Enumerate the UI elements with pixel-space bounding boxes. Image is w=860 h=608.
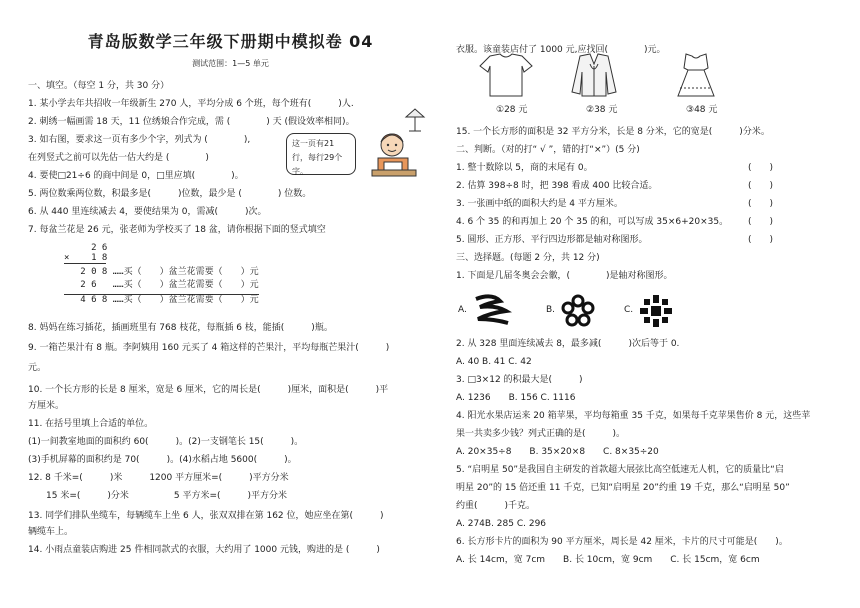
question-10a: 10. 一个长方形的长是 8 厘米，宽是 6 厘米，它的周长是( )厘米，面积是( )平 xyxy=(28,385,389,395)
tf-mark-4: ( ) xyxy=(748,217,774,227)
speech-bubble: 这一页有21行，每行29个字。 xyxy=(286,133,356,175)
choice-6-options: A. 长 14cm，宽 7cm B. 长 10cm，宽 9cm C. 长 15cm，宽 6cm xyxy=(456,555,760,565)
choice-5a: 5. “启明星 50”是我国自主研发的首款超大展弦比高空低速无人机，它的质量比“启 xyxy=(456,465,784,475)
choice-5-options: A. 274B. 285 C. 296 xyxy=(456,519,547,529)
question-14-continued: 衣服。该童装店付了 1000 元,应找回( )元。 xyxy=(456,45,666,55)
question-3a: 3. 如右图，要求这一页有多少个字，列式为 ( ), xyxy=(28,135,251,145)
jacket-image xyxy=(564,52,624,98)
choice-3: 3. □3×12 的积最大是( ) xyxy=(456,375,583,385)
question-7: 7. 每盆兰花是 26 元，张老师为学校买了 18 盆，请你根据下面的竖式填空 xyxy=(28,225,326,235)
tf-item-2: 2. 估算 398÷8 时，把 398 看成 400 比较合适。 xyxy=(456,181,658,191)
section-choice: 三、选择题。(每题 2 分，共 12 分) xyxy=(456,253,600,263)
vertical-line-3: 2 0 8 ……买（ ）盆兰花需要（ ）元 xyxy=(64,267,259,277)
question-3b: 在列竖式之前可以先估一估大约是 ( ) xyxy=(28,153,209,163)
question-9b: 元。 xyxy=(28,363,47,373)
question-11: 11. 在括号里填上合适的单位。 xyxy=(28,419,154,429)
question-11a: (1)一间教室地面的面积约 60( )。(2)一支钢笔长 15( )。 xyxy=(28,437,304,447)
choice-4-options: A. 20×35÷8 B. 35×20×8 C. 8×35÷20 xyxy=(456,447,659,457)
choice-2: 2. 从 328 里面连续减去 8，最多减( )次后等于 0. xyxy=(456,339,680,349)
logo-a-label: A. xyxy=(458,305,467,315)
choice-6: 6. 长方形卡片的面积为 90 平方厘米，周长是 42 厘米，卡片的尺寸可能是( )。 xyxy=(456,537,788,547)
question-15: 15. 一个长方形的面积是 32 平方分米，长是 8 分米，它的宽是( )分米。 xyxy=(456,127,770,137)
logo-c-label: C. xyxy=(624,305,634,315)
olympic-logo-a xyxy=(470,293,512,327)
tshirt-image xyxy=(476,52,536,98)
vertical-multiplication xyxy=(64,243,259,305)
tf-mark-5: ( ) xyxy=(748,235,774,245)
question-11b: (3)手机屏幕的面积约是 70( )。(4)水稻占地 5600( )。 xyxy=(28,455,297,465)
option-2-price: ②38 元 xyxy=(586,105,618,115)
test-scope: 测试范围：1—5 单元 xyxy=(192,59,269,68)
olympic-logo-b xyxy=(560,293,596,329)
section-fill-blank: 一、填空。（每空 1 分，共 30 分） xyxy=(28,81,170,91)
choice-5b: 明星 20”的 15 倍还重 11 千克，已知“启明星 20”约重 19 千克，那么“启明星 50” xyxy=(456,483,790,493)
tf-item-4: 4. 6 个 35 的和再加上 20 个 35 的和，可以写成 35×6+20×35。 xyxy=(456,217,729,227)
question-8: 8. 妈妈在练习插花，插画班里有 768 枝花，每瓶插 6 枝，能插( )瓶。 xyxy=(28,323,333,333)
choice-3-options: A. 1236 B. 156 C. 1116 xyxy=(456,393,576,403)
olympic-logo-c xyxy=(638,293,674,329)
choice-2-options: A. 40 B. 41 C. 42 xyxy=(456,357,532,367)
question-13b: 辆缆车上。 xyxy=(28,527,74,537)
question-6: 6. 从 440 里连续减去 4，要使结果为 0，需减( )次。 xyxy=(28,207,267,217)
vertical-line-2: × 1 8 xyxy=(64,253,108,263)
vertical-line-5: 4 6 8 ……买（ ）盆兰花需要（ ）元 xyxy=(64,295,259,305)
tf-mark-2: ( ) xyxy=(748,181,774,191)
question-4: 4. 要使□21÷6 的商中间是 0，□里应填( )。 xyxy=(28,171,244,181)
question-2: 2. 刺绣一幅画需 18 天，11 位绣娘合作完成，需 ( ) 天 (假设效率相同)。 xyxy=(28,117,355,127)
tf-item-1: 1. 整十数除以 5，商的末尾有 0。 xyxy=(456,163,593,173)
tf-mark-3: ( ) xyxy=(748,199,774,209)
question-10b: 方厘米。 xyxy=(28,401,65,411)
page-title: 青岛版数学三年级下册期中模拟卷 04 xyxy=(87,32,374,51)
option-1-price: ①28 元 xyxy=(496,105,528,115)
question-12a: 12. 8 千米=( )米 1200 平方厘米=( )平方分米 xyxy=(28,473,289,483)
choice-4a: 4. 阳光水果店运来 20 箱苹果，平均每箱重 35 千克，如果每千克苹果售价 8 元，这些苹 xyxy=(456,411,811,421)
vertical-line-4: 2 6 ……买（ ）盆兰花需要（ ）元 xyxy=(64,280,259,290)
lamp-icon xyxy=(404,107,426,133)
question-5: 5. 两位数乘两位数，积最多是( )位数，最少是 ( ) 位数。 xyxy=(28,189,312,199)
choice-5c: 约重( )千克。 xyxy=(456,501,536,511)
choice-1: 1. 下面是几届冬奥会会徽，( )是轴对称图形。 xyxy=(456,271,673,281)
choice-4b: 果一共卖多少钱？列式正确的是( )。 xyxy=(456,429,626,439)
dress-image xyxy=(666,52,726,98)
question-12b: 15 米=( )分米 5 平方米=( )平方分米 xyxy=(28,491,288,501)
option-3-price: ③48 元 xyxy=(686,105,718,115)
question-13a: 13. 同学们排队坐缆车，每辆缆车上坐 6 人，张双双排在第 162 位，她应坐在第( ) xyxy=(28,511,384,521)
tf-item-3: 3. 一张画中纸的面积大约是 4 平方厘米。 xyxy=(456,199,623,209)
question-9a: 9. 一箱芒果汁有 8 瓶。李阿姨用 160 元买了 4 箱这样的芒果汁，平均每瓶芒果汁( ) xyxy=(28,343,390,353)
girl-reading-illustration xyxy=(364,128,422,183)
question-14: 14. 小雨点童装店购进 25 件相同款式的衣服，大约用了 1000 元钱，购进的是 ( ) xyxy=(28,545,380,555)
vertical-line-1: 2 6 xyxy=(64,243,108,253)
question-1: 1. 某小学去年共招收一年级新生 270 人，平均分成 6 个班，每个班有( )人. xyxy=(28,99,354,109)
tf-item-5: 5. 圆形、正方形、平行四边形都是轴对称图形。 xyxy=(456,235,648,245)
tf-mark-1: ( ) xyxy=(748,163,774,173)
section-true-false: 二、判断。（对的打“ √ ”，错的打“×”）(5 分) xyxy=(456,145,640,155)
logo-b-label: B. xyxy=(546,305,556,315)
